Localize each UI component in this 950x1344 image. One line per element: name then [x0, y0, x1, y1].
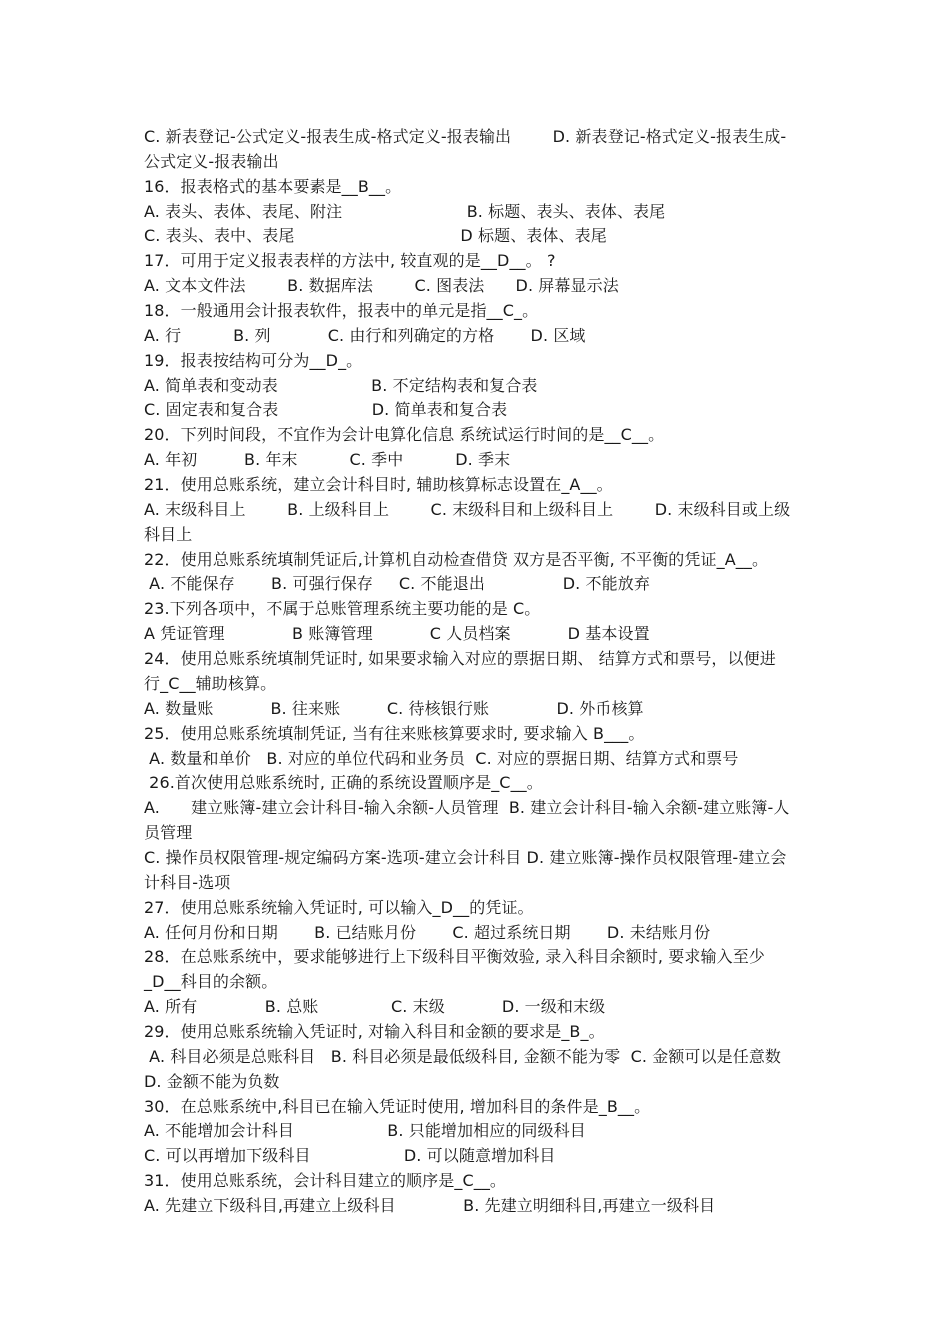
text-line: 计科目-选项 — [144, 872, 231, 892]
text-line: A. 不能增加会计科目 B. 只能增加相应的同级科目 — [144, 1121, 586, 1141]
text-line: 21．使用总账系统，建立会计科目时, 辅助核算标志设置在_A__。 — [144, 475, 613, 495]
text-line: 16．报表格式的基本要素是__B__。 — [144, 176, 402, 196]
text-line: 18．一般通用会计报表软件，报表中的单元是指__C_。 — [144, 301, 539, 321]
text-line: A. 建立账簿-建立会计科目-输入余额-人员管理 B. 建立会计科目-输入余额-建立账簿-人 — [144, 798, 790, 818]
text-line: 22．使用总账系统填制凭证后,计算机自动检查借贷 双方是否平衡, 不平衡的凭证_A__。 — [144, 549, 769, 569]
text-line: A. 表头、表体、表尾、附注 B. 标题、表头、表体、表尾 — [144, 201, 666, 221]
text-line: C. 操作员权限管理-规定编码方案-选项-建立会计科目 D. 建立账簿-操作员权限管理-建立会 — [144, 847, 787, 867]
text-line: 19．报表按结构可分为__D_。 — [144, 350, 363, 370]
text-line: 20．下列时间段，不宜作为会计电算化信息 系统试运行时间的是__C__。 — [144, 425, 665, 445]
text-line: A. 末级科目上 B. 上级科目上 C. 末级科目和上级科目上 D. 末级科目或上级 — [144, 499, 791, 519]
text-line: A. 先建立下级科目,再建立上级科目 B. 先建立明细科目,再建立一级科目 — [144, 1195, 716, 1215]
text-line: C. 表头、表中、表尾 D 标题、表体、表尾 — [144, 226, 607, 246]
text-line: D. 金额不能为负数 — [144, 1071, 280, 1091]
text-line: A. 简单表和变动表 B. 不定结构表和复合表 — [144, 375, 538, 395]
text-line: 31．使用总账系统，会计科目建立的顺序是_C__。 — [144, 1171, 507, 1191]
text-line: A. 数量和单价 B. 对应的单位代码和业务员 C. 对应的票据日期、结算方式和票号 — [144, 748, 739, 768]
text-line: A. 年初 B. 年末 C. 季中 D. 季末 — [144, 450, 511, 470]
text-line: 29．使用总账系统输入凭证时, 对输入科目和金额的要求是_B_。 — [144, 1021, 605, 1041]
text-line: C. 可以再增加下级科目 D. 可以随意增加科目 — [144, 1146, 556, 1166]
text-line: A. 行 B. 列 C. 由行和列确定的方格 D. 区域 — [144, 325, 586, 345]
text-line: 24．使用总账系统填制凭证时, 如果要求输入对应的票据日期、 结算方式和票号，以便进 — [144, 649, 776, 669]
text-line: A. 文本文件法 B. 数据库法 C. 图表法 D. 屏幕显示法 — [144, 276, 619, 296]
text-line: 员管理 — [144, 823, 193, 843]
text-line: C. 新表登记-公式定义-报表生成-格式定义-报表输出 D. 新表登记-格式定义-报表生成- — [144, 127, 787, 146]
text-line: 17．可用于定义报表表样的方法中, 较直观的是__D__。 ? — [144, 251, 556, 271]
text-line: A 凭证管理 B 账簿管理 C 人员档案 D 基本设置 — [144, 624, 650, 644]
text-line: 行_C__辅助核算。 — [144, 673, 277, 693]
text-line: 28．在总账系统中，要求能够进行上下级科目平衡效验, 录入科目余额时, 要求输入至少 — [144, 947, 765, 967]
text-line: 27．使用总账系统输入凭证时, 可以输入_D__的凭证。 — [144, 897, 534, 917]
text-line: 26.首次使用总账系统时, 正确的系统设置顺序是_C__。 — [144, 773, 543, 793]
text-line: 23.下列各项中，不属于总账管理系统主要功能的是 C。 — [144, 599, 541, 619]
text-line: A. 所有 B. 总账 C. 末级 D. 一级和末级 — [144, 997, 606, 1017]
text-line: 科目上 — [144, 524, 193, 544]
text-line: _D__科目的余额。 — [144, 972, 278, 992]
text-line: 30．在总账系统中,科目已在输入凭证时使用, 增加科目的条件是_B__。 — [144, 1096, 651, 1116]
text-line: A. 科目必须是总账科目 B. 科目必须是最低级科目, 金额不能为零 C. 金额可以是任意数 — [144, 1046, 782, 1066]
text-line: 公式定义-报表输出 — [144, 151, 279, 171]
text-line: C. 固定表和复合表 D. 简单表和复合表 — [144, 400, 508, 420]
text-line: A. 任何月份和日期 B. 已结账月份 C. 超过系统日期 D. 未结账月份 — [144, 922, 711, 942]
text-line: A. 不能保存 B. 可强行保存 C. 不能退出 D. 不能放弃 — [144, 574, 650, 594]
text-line: A. 数量账 B. 往来账 C. 待核银行账 D. 外币核算 — [144, 698, 644, 718]
text-line: 25．使用总账系统填制凭证, 当有往来账核算要求时, 要求输入 B___。 — [144, 723, 645, 743]
